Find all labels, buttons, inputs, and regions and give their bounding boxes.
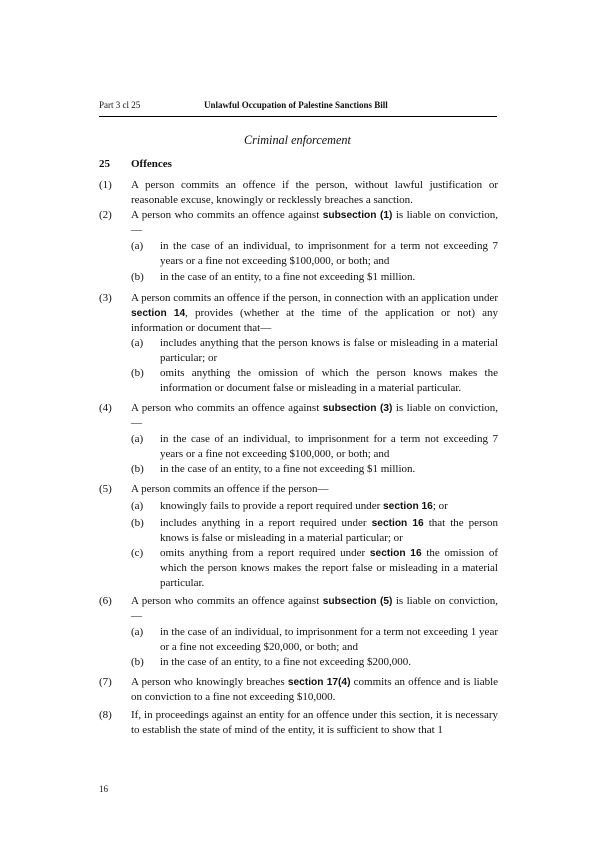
subsection-1-text: A person commits an offence if the person, without lawful justification or reasonable excuse, knowingly or recklessly breaches a sanction. — [131, 179, 498, 206]
subsection-1-number: (1) — [99, 179, 112, 191]
subsection-3-a-text: includes anything that the person knows is false or misleading in a material particular; or — [160, 337, 498, 364]
subsection-4-ref: subsection (3) — [322, 403, 393, 414]
subsection-4-b-number: (b) — [131, 463, 144, 475]
subsection-5-c-number: (c) — [131, 547, 144, 559]
subsection-5-b-ref: section 16 — [371, 518, 424, 529]
subsection-2-b-number: (b) — [131, 271, 144, 283]
section-number: 25 — [99, 158, 110, 170]
subsection-5-text: A person commits an offence if the person— — [131, 483, 329, 495]
subsection-5-b-post: that the person knows is false or misleading in a material particular; or — [160, 517, 498, 544]
subsection-4-text — [131, 401, 498, 431]
subsection-6-post: is liable on conviction,— — [131, 595, 499, 622]
subsection-2-ref: subsection (1) — [322, 210, 393, 221]
subsection-6-number: (6) — [99, 595, 112, 607]
subsection-4-a-number: (a) — [131, 433, 144, 445]
subsection-4-pre: A person who commits an offence against — [131, 402, 323, 414]
subsection-5-b-number: (b) — [131, 517, 144, 529]
part-heading: Criminal enforcement — [244, 133, 351, 147]
subsection-3-a-number: (a) — [131, 337, 144, 349]
subsection-8-number: (8) — [99, 709, 112, 721]
subsection-2-text — [131, 208, 498, 238]
subsection-6-b-text: in the case of an entity, to a fine not exceeding $200,000. — [160, 656, 411, 668]
page-number: 16 — [99, 784, 108, 794]
subsection-3-text — [131, 291, 498, 336]
section-title: Offences — [131, 158, 172, 170]
subsection-2-number: (2) — [99, 209, 112, 221]
subsection-6-a-number: (a) — [131, 626, 144, 638]
subsection-3-b-text: omits anything the omission of which the person knows makes the information or document false or misleading in a material particular. — [160, 367, 498, 394]
subsection-7-post: commits an offence and is liable on conviction to a fine not exceeding $10,000. — [131, 676, 499, 703]
subsection-5-b-text — [160, 516, 498, 546]
subsection-5-c-ref: section 16 — [369, 548, 422, 559]
subsection-6-text — [131, 594, 498, 624]
subsection-3-post: , provides (whether at the time of the application or not) any information or document that— — [131, 307, 498, 334]
subsection-3-ref: section 14 — [131, 308, 186, 319]
subsection-3-number: (3) — [99, 292, 112, 304]
subsection-2-a-number: (a) — [131, 240, 144, 252]
header-part: Part 3 cl 25 — [99, 100, 141, 110]
subsection-5-a-pre: knowingly fails to provide a report required under — [160, 500, 383, 512]
subsection-3-pre: A person commits an offence if the person, in connection with an application under — [131, 292, 498, 304]
subsection-5-c-pre: omits anything from a report required under — [160, 547, 370, 559]
running-header — [99, 100, 497, 114]
header-rule — [99, 116, 497, 117]
subsection-5-a-number: (a) — [131, 500, 144, 512]
subsection-7-ref: section 17(4) — [287, 677, 351, 688]
subsection-5-c-text — [160, 546, 498, 591]
subsection-2-a-text: in the case of an individual, to imprisonment for a term not exceeding 7 years or a fine not exceeding $100,000, or both; and — [160, 240, 498, 267]
subsection-6-b-number: (b) — [131, 656, 144, 668]
subsection-5-b-pre: includes anything in a report required under — [160, 517, 372, 529]
subsection-6-a-text: in the case of an individual, to imprisonment for a term not exceeding 1 year or a fine not exceeding $20,000, or both; and — [160, 626, 498, 653]
subsection-2-post: is liable on conviction,— — [131, 209, 499, 236]
subsection-7-pre: A person who knowingly breaches — [131, 676, 288, 688]
subsection-6-pre: A person who commits an offence against — [131, 595, 323, 607]
subsection-5-a-text — [160, 499, 498, 514]
subsection-4-b-text: in the case of an entity, to a fine not exceeding $1 million. — [160, 463, 416, 475]
header-title: Unlawful Occupation of Palestine Sanctions Bill — [204, 100, 388, 110]
subsection-5-c-post: the omission of which the person knows makes the report false or misleading in a material particular. — [160, 547, 498, 589]
subsection-4-number: (4) — [99, 402, 112, 414]
subsection-2-b-text: in the case of an entity, to a fine not exceeding $1 million. — [160, 271, 416, 283]
subsection-4-post: is liable on conviction,— — [131, 402, 499, 429]
subsection-2-pre: A person who commits an offence against — [131, 209, 323, 221]
subsection-6-ref: subsection (5) — [322, 596, 393, 607]
subsection-5-a-ref: section 16 — [383, 501, 433, 512]
subsection-7-text — [131, 675, 498, 705]
subsection-4-a-text: in the case of an individual, to imprisonment for a term not exceeding 7 years or a fine not exceeding $100,000, or both; and — [160, 433, 498, 460]
subsection-8-text: If, in proceedings against an entity for an offence under this section, it is necessary to establish the state of mind of the entity, it is sufficient to show that 1 — [131, 709, 498, 736]
subsection-3-b-number: (b) — [131, 367, 144, 379]
subsection-7-number: (7) — [99, 676, 112, 688]
subsection-5-a-post: ; or — [432, 500, 448, 512]
subsection-5-number: (5) — [99, 483, 112, 495]
